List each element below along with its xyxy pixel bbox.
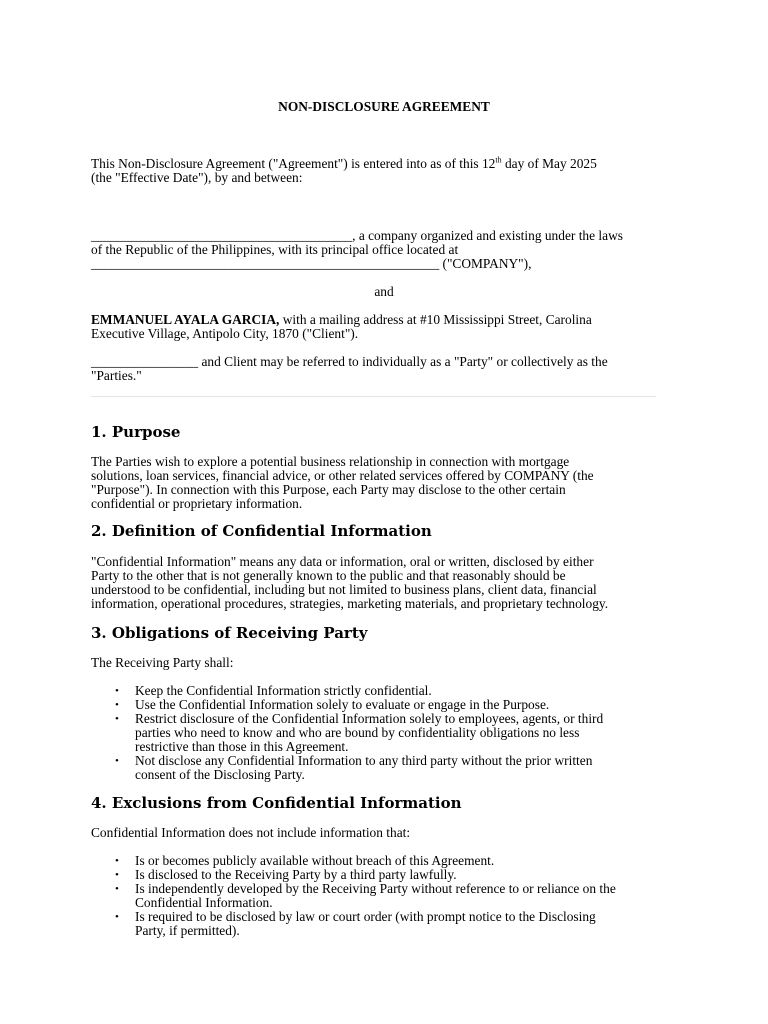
parties-block [91,355,681,383]
list-item [135,712,681,754]
list-item [135,868,681,882]
list-item-line: Confidential Information. [135,895,273,910]
definition-line: Party to the other that is not generally known to the public and that reasonably should be [91,568,566,583]
list-item-line: parties who need to know and who are bound by confidentiality obligations no less [135,725,580,740]
definition-line: understood to be confidential, including but not limited to business plans, client data, financial [91,582,597,597]
list-item [135,754,681,782]
section-heading-obligations: 3. Obligations of Receiving Party [91,624,368,642]
list-item [135,854,681,868]
obligations-list [91,684,681,782]
intro-line-2: (the "Effective Date"), by and between: [91,170,303,185]
purpose-line: confidential or proprietary information. [91,496,303,511]
purpose-paragraph [91,455,681,511]
intro-text-after-day: day of May 2025 [501,156,597,171]
definition-line: "Confidential Information" means any data or information, oral or written, disclosed by either [91,554,594,569]
company-line-1: _______________________________________, a company organized and existing under the laws [91,228,623,243]
list-item-line: Party, if permitted). [135,923,240,938]
list-item [135,684,681,698]
company-line-2: of the Republic of the Philippines, with its principal office located at [91,242,459,257]
list-item-line: • Is required to be disclosed by law or court order (with prompt notice to the Disclosing [135,909,596,924]
section-heading-exclusions: 4. Exclusions from Confidential Information [91,794,462,812]
definition-line: information, operational procedures, strategies, marketing materials, and proprietary technology. [91,596,609,611]
list-item [135,882,681,910]
intro-text-before-day: This Non-Disclosure Agreement ("Agreement") is entered into as of this 12 [91,156,496,171]
list-item-line: • Not disclose any Confidential Information to any third party without the prior written [135,753,593,768]
document-title: NON-DISCLOSURE AGREEMENT [278,99,490,114]
list-item-line: • Restrict disclosure of the Confidential Information solely to employees, agents, or third [135,711,604,726]
list-item-line: • Use the Confidential Information solely to evaluate or engage in the Purpose. [135,697,550,712]
section-heading-definition: 2. Definition of Confidential Information [91,522,432,540]
purpose-line: "Purpose"). In connection with this Purpose, each Party may disclose to the other certain [91,482,566,497]
purpose-line: solutions, loan services, financial advice, or other related services offered by COMPANY (the [91,468,594,483]
obligations-intro: The Receiving Party shall: [91,655,234,670]
client-address-start: with a mailing address at #10 Mississippi Street, Carolina [279,312,592,327]
parties-line-1: ________________ and Client may be referred to individually as a "Party" or collectively as the [91,354,608,369]
parties-line-2: "Parties." [91,368,142,383]
list-item-line: consent of the Disclosing Party. [135,767,305,782]
day-ordinal-suffix: th [495,155,502,165]
list-item-line: • Is disclosed to the Receiving Party by a third party lawfully. [135,867,457,882]
list-item-line: • Is or becomes publicly available without breach of this Agreement. [135,853,495,868]
company-block [91,229,681,271]
section-heading-purpose: 1. Purpose [91,423,181,441]
company-line-3: ____________________________________________________ ("COMPANY"), [91,256,532,271]
exclusions-intro: Confidential Information does not include information that: [91,825,411,840]
section-divider [91,396,656,397]
definition-paragraph [91,555,681,611]
list-item [135,910,681,938]
client-block [91,313,681,341]
list-item-line: • Keep the Confidential Information strictly confidential. [135,683,432,698]
intro-line-1 [91,157,681,171]
exclusions-list [91,854,681,938]
list-item-line: restrictive than those in this Agreement. [135,739,349,754]
purpose-line: The Parties wish to explore a potential business relationship in connection with mortgage [91,454,570,469]
list-item-line: • Is independently developed by the Receiving Party without reference to or reliance on the [135,881,616,896]
client-line-2: Executive Village, Antipolo City, 1870 ("Client"). [91,326,359,341]
client-line-1 [91,313,681,327]
list-item [135,698,681,712]
and-separator: and [374,284,394,299]
client-name: EMMANUEL AYALA GARCIA, [91,312,280,327]
intro-paragraph [91,157,681,185]
